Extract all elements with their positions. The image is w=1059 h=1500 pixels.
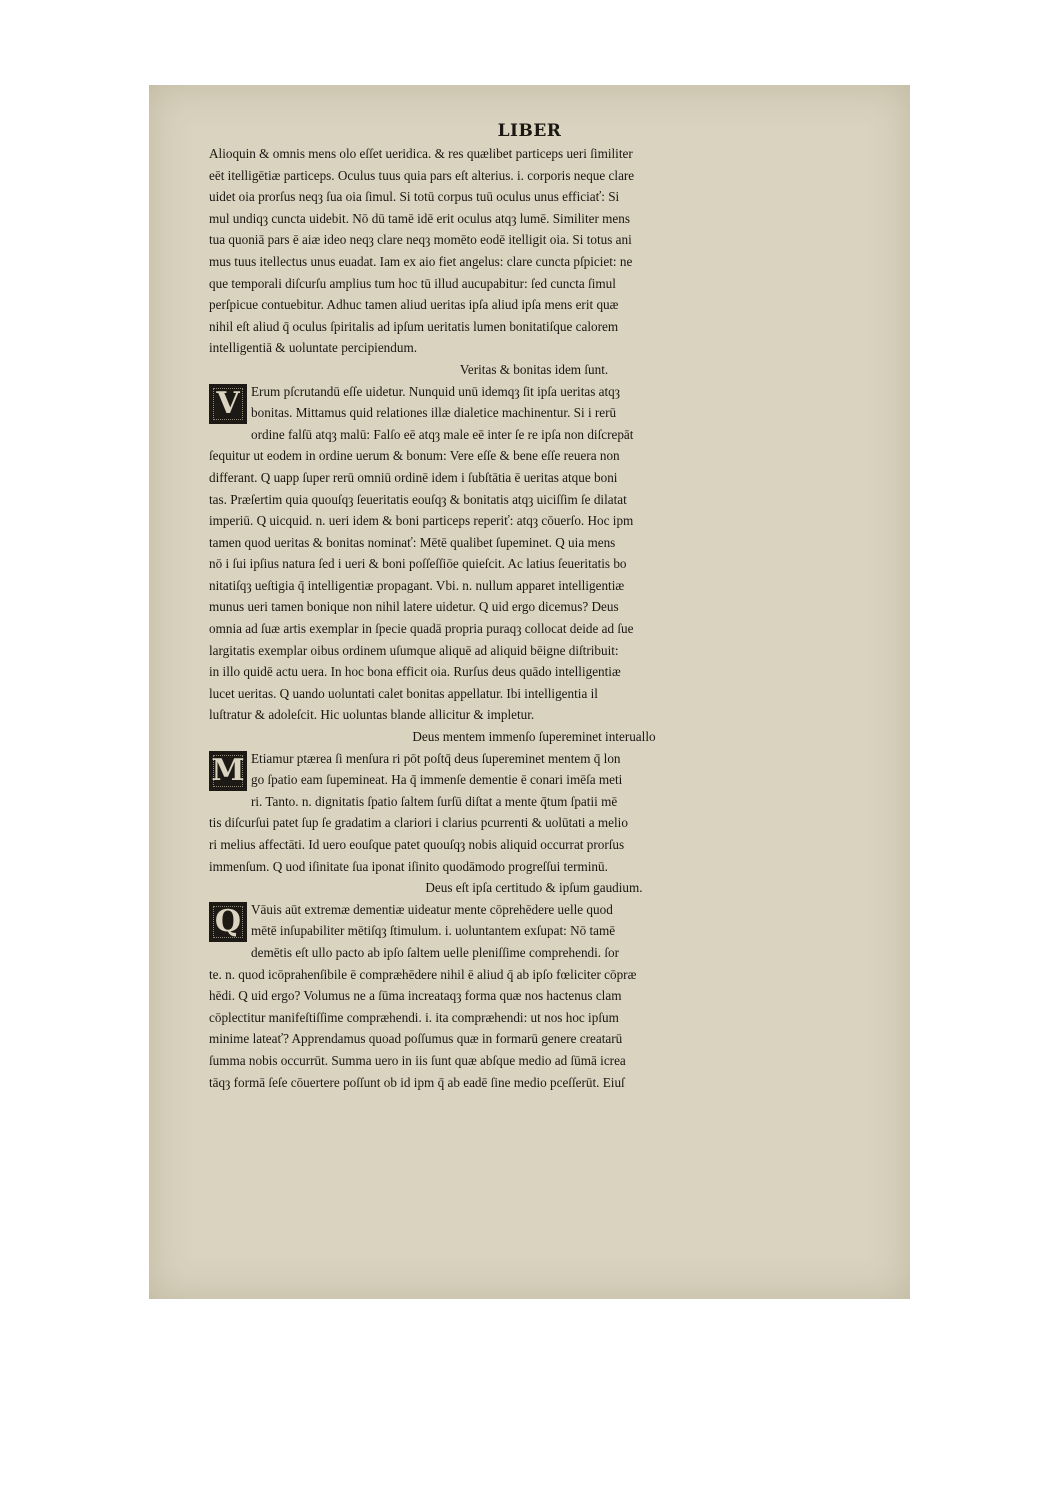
text-line: omnia ad ſuæ artis exemplar in ſpecie quadā propria puraqȝ collocat deide ad ſue bbox=[209, 621, 634, 637]
section-heading-1: Veritas & bonitas idem ſunt. bbox=[459, 361, 609, 377]
paragraph-4 bbox=[209, 899, 859, 1093]
decorated-initial-v: V bbox=[209, 384, 247, 424]
text-line: mus tuus itellectus unus euadat. Iam ex aio fiet angelus: clare cuncta pſpiciet: ne bbox=[209, 253, 633, 269]
text-line: ordine falſū atqȝ malū: Falſo eē atqȝ male eē inter ſe re ipſa non diſcrepāt bbox=[251, 426, 634, 442]
text-line: Alioquin & omnis mens olo eſſet ueridica. & res quælibet particeps ueri ſimiliter bbox=[209, 146, 633, 161]
text-line: tis diſcurſui patet ſup ſe gradatim a clariori i clarius pcurrenti & uolūtati a melio bbox=[209, 815, 628, 831]
text-line: perſpicue contuebitur. Adhuc tamen aliud ueritas ipſa aliud ipſa mens erit quæ bbox=[209, 297, 619, 313]
book-page bbox=[149, 85, 910, 1299]
text-line: go ſpatio eam ſupemineat. Ha q̄ immenſe dementie ē conari imēſa meti bbox=[251, 772, 623, 788]
text-line: imperiū. Q uicquid. n. ueri idem & boni particeps reperiť: atqȝ cōuerſo. Hoc ipm bbox=[209, 513, 634, 529]
text-line: nō i ſui ipſius natura ſed i ueri & boni poſſeſſiōe quieſcit. Ac latius ſeueritatis bo bbox=[209, 556, 627, 572]
text-line: Vāuis aūt extremæ dementiæ uideatur mente cōprehēdere uelle quod bbox=[251, 901, 613, 917]
decorated-initial-q: Q bbox=[209, 902, 247, 942]
text-line: luſtratur & adoleſcit. Hic uoluntas blande allicitur & impletur. bbox=[209, 707, 535, 723]
page-text bbox=[209, 143, 859, 1093]
text-line: minime lateať? Apprendamus quoad poſſumus quæ in formarū genere creatarū bbox=[209, 1031, 623, 1047]
text-line: tamen quod ueritas & bonitas nominať: Mētē qualibet ſupeminet. Q uia mens bbox=[209, 534, 616, 550]
paragraph-2 bbox=[209, 381, 859, 727]
text-line: largitatis exemplar oibus ordinem uſumque aliquē ad aliquid bēigne diſtribuit: bbox=[209, 642, 619, 658]
text-line: Erum pſcrutandū eſſe uidetur. Nunquid unū idemqȝ ſit ipſa ueritas atqȝ bbox=[251, 383, 620, 399]
paragraph-3 bbox=[209, 748, 859, 878]
text-line: intelligentiā & uoluntate percipiendum. bbox=[209, 340, 418, 356]
text-line: mētē inſupabiliter mētiſqȝ ſtimulum. i. uoluntantem exſupat: Nō tamē bbox=[251, 923, 616, 939]
text-line: tāqȝ formā ſeſe cōuertere poſſunt ob id ipm q̄ ab eadē ſine medio pceſſerūt. Eiuſ bbox=[209, 1074, 625, 1090]
text-line: mul undiqȝ cuncta uidebit. Nō dū tamē idē erit oculus atqȝ lumē. Similiter mens bbox=[209, 210, 630, 226]
section-heading-3: Deus eſt ipſa certitudo & ipſum gaudium. bbox=[425, 880, 643, 896]
running-header: LIBER bbox=[497, 121, 562, 141]
text-line: munus ueri tamen bonique non nihil latere uidetur. Q uid ergo dicemus? Deus bbox=[209, 599, 619, 615]
text-line: differant. Q uapp ſuper rerū omniū ordinē idem i ſubſtātia ē ueritas atque boni bbox=[209, 469, 618, 485]
text-line: eēt itelligētiæ particeps. Oculus tuus quia pars eſt alterius. i. corporis neque clare bbox=[209, 167, 635, 183]
text-line: nitatiſqȝ ueſtigia q̄ intelligentiæ propagant. Vbi. n. nullum apparet intelligentiæ bbox=[209, 577, 625, 593]
text-line: que temporali diſcurſu amplius tum hoc tū illud aucupabitur: ſed cuncta ſimul bbox=[209, 275, 616, 291]
text-line: lucet ueritas. Q uando uoluntati calet bonitas appellatur. Ibi intelligentia il bbox=[209, 685, 598, 701]
text-line: uidet oia prorſus neqȝ ſua oia ſimul. Si totū corpus tuū oculus unus efficiať: Si bbox=[209, 189, 620, 205]
text-line: nihil eſt aliud q̄ oculus ſpiritalis ad ipſum ueritatis lumen bonitatiſque calorem bbox=[209, 318, 619, 334]
text-line: tua quoniā pars ē aiæ ideo neqȝ clare neqȝ momēto eodē itelligit oia. Si totus ani bbox=[209, 232, 632, 248]
text-line: tas. Præſertim quia quouſqȝ ſeueritatis eouſqȝ & bonitatis atqȝ uiciſſim ſe dilatat bbox=[209, 491, 627, 507]
text-line: ſequitur ut eodem in ordine uerum & bonum: Vere eſſe & bene eſſe reuera non bbox=[209, 448, 620, 464]
text-line: ri melius affectāti. Id uero eouſque patet quouſqȝ nobis aliquid occurrat prorſus bbox=[209, 837, 625, 852]
paragraph-1 bbox=[209, 143, 859, 359]
text-line: ſumma nobis occurrūt. Summa uero in iis ſunt quæ abſque medio ad ſūmā icrea bbox=[209, 1052, 626, 1068]
text-line: cōplectitur manifeſtiſſime compræhendi. i. ita compræhendi: ut nos hoc ipſum bbox=[209, 1009, 619, 1025]
text-line: Etiamur ptærea ſi menſura ri pōt poſtq̄ deus ſupereminet mentem q̄ lon bbox=[251, 750, 621, 766]
text-line: hēdi. Q uid ergo? Volumus ne a ſūma increataqȝ forma quæ nos hactenus clam bbox=[209, 988, 622, 1004]
text-line: te. n. quod icōprahenſibile ē compræhēdere nihil ē aliud q̄ ab ipſo fœliciter cōpræ bbox=[209, 966, 637, 982]
text-line: ri. Tanto. n. dignitatis ſpatio ſaltem ſurſū diſtat a mente q̄tum ſpatii mē bbox=[251, 793, 618, 809]
decorated-initial-m: M bbox=[209, 751, 247, 791]
section-heading-2: Deus mentem immenſo ſupereminet interuallo bbox=[412, 729, 656, 745]
text-line: demētis eſt ullo pacto ab ipſo ſaltem uelle pleniſſime comprehendi. ſor bbox=[251, 944, 620, 960]
text-line: in illo quidē actu uera. In hoc bona efficit oia. Rurſus deus quādo intelligentiæ bbox=[209, 664, 621, 680]
text-line: immenſum. Q uod iſinitate ſua iponat iſinito quodāmodo progreſſui terminū. bbox=[209, 858, 608, 874]
text-line: bonitas. Mittamus quid relationes illæ dialetice machinentur. Si i rerū bbox=[251, 405, 617, 421]
